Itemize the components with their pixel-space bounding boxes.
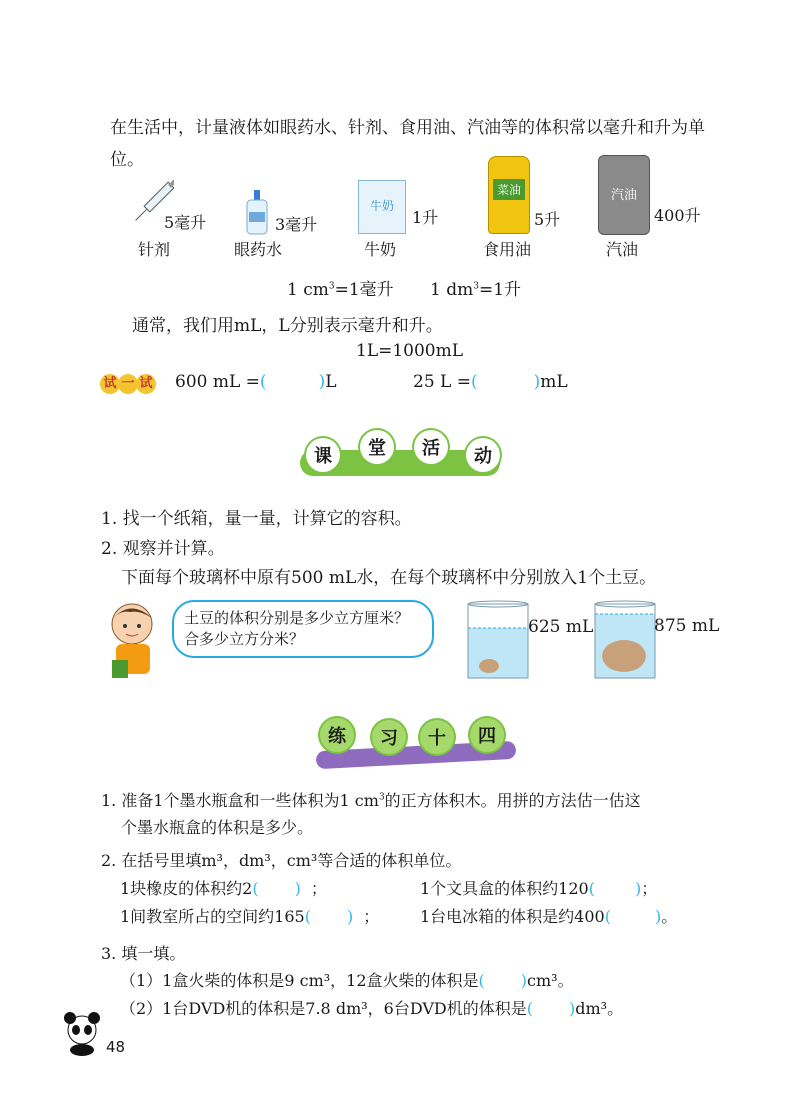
- panda-icon: [62, 1012, 102, 1056]
- exercise-q3-2: （2）1台DVD机的体积是7.8 dm³，6台DVD机的体积是( )dm³。: [120, 999, 624, 1018]
- milk-carton-text: 牛奶: [369, 199, 394, 213]
- glass-2-reading: 875 mL: [654, 616, 720, 636]
- glass-with-large-potato: [594, 600, 656, 680]
- eye-drops-volume: 3毫升: [275, 215, 318, 234]
- exercise-banner-char: 习: [372, 720, 406, 754]
- activity-banner-char: 堂: [360, 430, 394, 464]
- liter-equation: 1L=1000mL: [356, 341, 464, 361]
- exercise-q2-a: 1块橡皮的体积约2( ) ；: [120, 879, 327, 898]
- glass-with-small-potato: [467, 600, 529, 680]
- exercise-q2: 2. 在括号里填m³，dm³，cm³等合适的体积单位。: [101, 851, 462, 870]
- oil-drum-text: 汽油: [610, 188, 637, 203]
- exercise-q2-c: 1间教室所占的空间约165( ) ；: [120, 907, 380, 926]
- page-number: 48: [106, 1038, 126, 1056]
- gasoline-label: 汽油: [606, 240, 639, 259]
- milk-carton-icon: [358, 180, 406, 234]
- exercise-banner-char: 练: [320, 718, 354, 752]
- try-question-2: 25 L =( )mL: [413, 372, 568, 392]
- oil-bottle-icon: [488, 156, 530, 234]
- boy-avatar: [100, 598, 170, 684]
- exercise-q1: 1. 准备1个墨水瓶盒和一些体积为1 $cm^3$的正方体积木。用拼的方法估一估这: [101, 791, 641, 810]
- exercise-q2-b: 1个文具盒的体积约120( )；: [420, 879, 658, 898]
- oil-volume: 5升: [534, 210, 561, 229]
- syringe-label: 针剂: [138, 240, 171, 259]
- eye-drops-label: 眼药水: [234, 240, 283, 259]
- usually-text: 通常，我们用mL，L分别表示毫升和升。: [132, 316, 443, 336]
- activity-item-2-desc: 下面每个玻璃杯中原有500 mL水，在每个玻璃杯中分别放入1个土豆。: [121, 568, 657, 588]
- oil-bottle-text: 菜油: [493, 179, 525, 200]
- glass-1-reading: 625 mL: [528, 617, 594, 637]
- activity-banner-char: 活: [414, 430, 448, 464]
- try-question-1: 600 mL =( )L: [175, 372, 337, 392]
- activity-item-1: 1. 找一个纸箱，量一量，计算它的容积。: [101, 509, 412, 529]
- exercise-q3: 3. 填一填。: [101, 944, 186, 963]
- milk-label: 牛奶: [364, 240, 397, 259]
- activity-item-2: 2. 观察并计算。: [101, 539, 225, 559]
- gasoline-volume: 400升: [654, 206, 701, 225]
- exercise-q1-line2: 个墨水瓶盒的体积是多少。: [121, 818, 314, 837]
- try-badge: 试 一 试: [100, 372, 154, 394]
- milk-volume: 1升: [412, 208, 439, 227]
- dm3-equation: 1 $dm^3=1$升: [430, 280, 522, 300]
- exercise-q3-1: （1）1盒火柴的体积是9 cm³，12盒火柴的体积是( )cm³。: [120, 971, 574, 990]
- syringe-volume: 5毫升: [164, 213, 207, 232]
- exercise-banner-char: 四: [470, 718, 504, 752]
- exercise-banner-char: 十: [420, 720, 454, 754]
- speech-bubble: 土豆的体积分别是多少立方厘米？合多少立方分米？: [172, 600, 434, 658]
- activity-banner-char: 动: [466, 438, 500, 472]
- exercise-q2-d: 1台电冰箱的体积是约400( )。: [420, 907, 678, 926]
- oil-label: 食用油: [483, 240, 532, 259]
- eye-drops-bottle-icon: [244, 190, 270, 236]
- intro-paragraph: 在生活中，计量液体如眼药水、针剂、食用油、汽油等的体积常以毫升和升为单位。: [110, 118, 705, 170]
- cm3-equation: 1 $cm^3=1$毫升: [287, 280, 394, 300]
- oil-drum-icon: [598, 155, 650, 235]
- activity-banner-char: 课: [306, 438, 340, 472]
